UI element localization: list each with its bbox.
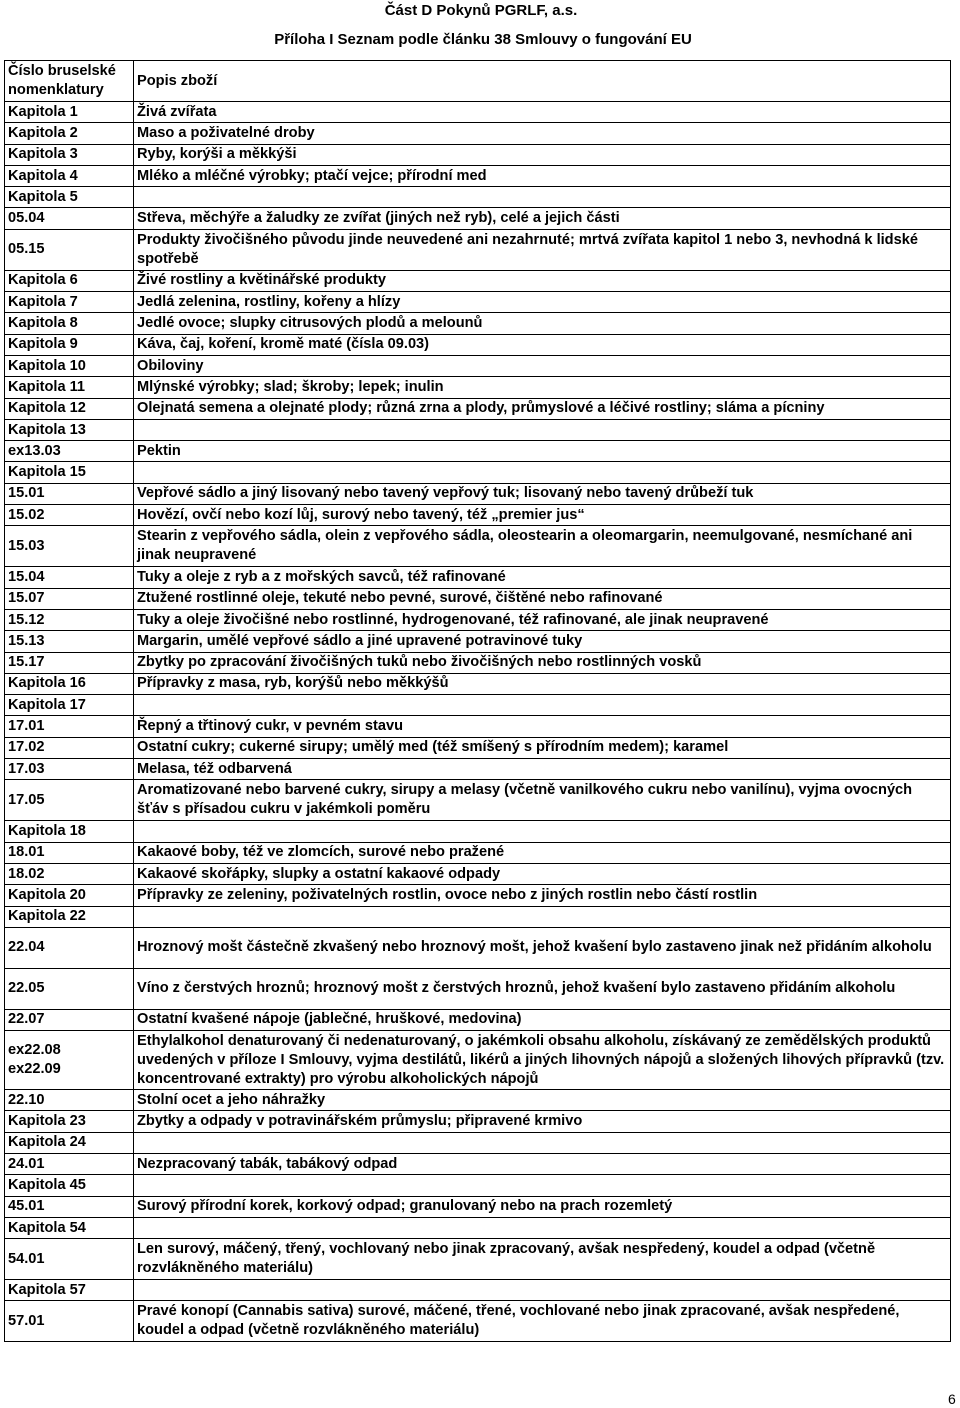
row-description: Melasa, též odbarvená <box>134 759 951 780</box>
table-row <box>5 1196 951 1217</box>
row-description: Přípravky ze zeleniny, poživatelných rostlin, ovoce nebo z jiných rostlin nebo částí rostlin <box>134 885 951 906</box>
row-code: Kapitola 1 <box>5 102 134 123</box>
table-row <box>5 780 951 821</box>
table-row <box>5 1090 951 1111</box>
table-row <box>5 863 951 884</box>
table-row <box>5 462 951 483</box>
row-code: 15.17 <box>5 652 134 673</box>
table-row <box>5 123 951 144</box>
row-description: Pektin <box>134 441 951 462</box>
row-code: Kapitola 24 <box>5 1132 134 1153</box>
row-description <box>134 1217 951 1238</box>
table-row <box>5 842 951 863</box>
document-title: Část D Pokynů PGRLF, a.s. <box>384 2 578 19</box>
row-description: Ztužené rostlinné oleje, tekuté nebo pevné, surové, čištěné nebo rafinované <box>134 588 951 609</box>
table-row <box>5 1031 951 1090</box>
row-description: Hroznový mošt částečně zkvašený nebo hroznový mošt, jehož kvašení bylo zastaveno jinak než přidáním alkoholu <box>134 927 951 968</box>
table-row <box>5 377 951 398</box>
table-row <box>5 906 951 927</box>
row-code: Kapitola 9 <box>5 334 134 355</box>
header-code: Číslo bruselské nomenklatury <box>5 61 134 102</box>
row-description: Střeva, měchýře a žaludky ze zvířat (jiných než ryb), celé a jejich části <box>134 208 951 229</box>
row-description: Vepřové sádlo a jiný lisovaný nebo tavený vepřový tuk; lisovaný nebo tavený drůbeží tuk <box>134 483 951 504</box>
row-code: 54.01 <box>5 1239 134 1280</box>
row-description: Ostatní cukry; cukerné sirupy; umělý med (též smíšený s přírodním medem); karamel <box>134 737 951 758</box>
table-row <box>5 631 951 652</box>
row-description: Živé rostliny a květinářské produkty <box>134 270 951 291</box>
table-row <box>5 102 951 123</box>
row-description: Produkty živočišného původu jinde neuvedené ani nezahrnuté; mrtvá zvířata kapitol 1 nebo 3, nevhodná k lidské spotřebě <box>134 229 951 270</box>
row-description: Živá zvířata <box>134 102 951 123</box>
row-code: Kapitola 3 <box>5 144 134 165</box>
row-description <box>134 419 951 440</box>
row-description: Obiloviny <box>134 355 951 376</box>
row-description: Ethylalkohol denaturovaný či nedenaturovaný, o jakémkoli obsahu alkoholu, získávaný ze zemědělských produktů uvedených v příloze I Smlouvy, vyjma destilátů, likérů a jiných lihovných nápojů a složených lihových přípravků (tzv. koncentrované extrakty) pro výrobu alkoholických nápojů <box>134 1031 951 1090</box>
row-description <box>134 1175 951 1196</box>
table-row <box>5 567 951 588</box>
row-code: 17.02 <box>5 737 134 758</box>
table-row <box>5 187 951 208</box>
row-code: Kapitola 15 <box>5 462 134 483</box>
table-row <box>5 483 951 504</box>
row-code: Kapitola 45 <box>5 1175 134 1196</box>
row-code: Kapitola 18 <box>5 821 134 842</box>
row-code: ex22.08 ex22.09 <box>5 1031 134 1090</box>
row-description: Zbytky a odpady v potravinářském průmyslu; připravené krmivo <box>134 1111 951 1132</box>
table-row <box>5 526 951 567</box>
row-description <box>134 187 951 208</box>
table-row <box>5 165 951 186</box>
table-row <box>5 968 951 1009</box>
row-code: ex13.03 <box>5 441 134 462</box>
goods-table-container <box>4 60 950 1342</box>
row-code: Kapitola 13 <box>5 419 134 440</box>
goods-table <box>4 60 951 1342</box>
table-row <box>5 716 951 737</box>
row-code: Kapitola 16 <box>5 673 134 694</box>
row-description: Stolní ocet a jeho náhražky <box>134 1090 951 1111</box>
row-code: 15.07 <box>5 588 134 609</box>
row-description <box>134 1132 951 1153</box>
row-description: Kakaové boby, též ve zlomcích, surové nebo pražené <box>134 842 951 863</box>
row-description: Kakaové skořápky, slupky a ostatní kakaové odpady <box>134 863 951 884</box>
row-code: 22.05 <box>5 968 134 1009</box>
row-description: Jedlá zelenina, rostliny, kořeny a hlízy <box>134 292 951 313</box>
row-code: Kapitola 10 <box>5 355 134 376</box>
row-description: Pravé konopí (Cannabis sativa) surové, máčené, třené, vochlované nebo jinak zpracované, avšak nespředené, koudel a odpad (včetně rozvlákněného materiálu) <box>134 1301 951 1342</box>
row-description: Len surový, máčený, třený, vochlovaný nebo jinak zpracovaný, avšak nespředený, koudel a odpad (včetně rozvlákněného materiálu) <box>134 1239 951 1280</box>
row-code: Kapitola 7 <box>5 292 134 313</box>
row-code: Kapitola 5 <box>5 187 134 208</box>
table-row <box>5 1153 951 1174</box>
row-code: 18.02 <box>5 863 134 884</box>
row-description: Víno z čerstvých hroznů; hroznový mošt z čerstvých hroznů, jehož kvašení bylo zastaveno přidáním alkoholu <box>134 968 951 1009</box>
table-row <box>5 652 951 673</box>
row-code: 15.03 <box>5 526 134 567</box>
row-code: Kapitola 22 <box>5 906 134 927</box>
row-code: Kapitola 57 <box>5 1280 134 1301</box>
row-description: Surový přírodní korek, korkový odpad; granulovaný nebo na prach rozemletý <box>134 1196 951 1217</box>
table-row <box>5 229 951 270</box>
row-description: Maso a poživatelné droby <box>134 123 951 144</box>
row-description <box>134 462 951 483</box>
table-row <box>5 695 951 716</box>
table-row <box>5 144 951 165</box>
table-row <box>5 737 951 758</box>
row-description: Hovězí, ovčí nebo kozí lůj, surový nebo tavený, též „premier jus“ <box>134 505 951 526</box>
row-description <box>134 821 951 842</box>
row-description: Káva, čaj, koření, kromě maté (čísla 09.03) <box>134 334 951 355</box>
table-row <box>5 609 951 630</box>
row-code: Kapitola 17 <box>5 695 134 716</box>
row-description <box>134 695 951 716</box>
row-description: Jedlé ovoce; slupky citrusových plodů a melounů <box>134 313 951 334</box>
row-code: 18.01 <box>5 842 134 863</box>
table-row <box>5 1301 951 1342</box>
row-description: Mléko a mléčné výrobky; ptačí vejce; přírodní med <box>134 165 951 186</box>
row-description: Tuky a oleje z ryb a z mořských savců, též rafinované <box>134 567 951 588</box>
table-row <box>5 759 951 780</box>
table-row <box>5 1175 951 1196</box>
row-code: 15.12 <box>5 609 134 630</box>
table-row <box>5 355 951 376</box>
row-code: 17.01 <box>5 716 134 737</box>
table-row <box>5 588 951 609</box>
row-code: Kapitola 8 <box>5 313 134 334</box>
row-code: Kapitola 6 <box>5 270 134 291</box>
table-row <box>5 927 951 968</box>
row-code: 05.15 <box>5 229 134 270</box>
row-code: Kapitola 2 <box>5 123 134 144</box>
table-row <box>5 885 951 906</box>
row-description: Stearin z vepřového sádla, olein z vepřového sádla, oleostearin a oleomargarin, neemulgované, nesmíchané ani jinak neupravené <box>134 526 951 567</box>
row-code: 05.04 <box>5 208 134 229</box>
row-description: Řepný a třtinový cukr, v pevném stavu <box>134 716 951 737</box>
row-description: Zbytky po zpracování živočišných tuků nebo živočišných nebo rostlinných vosků <box>134 652 951 673</box>
row-code: 22.07 <box>5 1009 134 1030</box>
table-row <box>5 292 951 313</box>
row-code: 17.05 <box>5 780 134 821</box>
table-header-row <box>5 61 951 102</box>
table-row <box>5 1217 951 1238</box>
row-code: 15.13 <box>5 631 134 652</box>
table-row <box>5 334 951 355</box>
table-row <box>5 1280 951 1301</box>
row-code: 17.03 <box>5 759 134 780</box>
row-code: Kapitola 12 <box>5 398 134 419</box>
row-code: Kapitola 11 <box>5 377 134 398</box>
row-code: 15.01 <box>5 483 134 504</box>
table-row <box>5 313 951 334</box>
row-code: 22.04 <box>5 927 134 968</box>
table-row <box>5 1111 951 1132</box>
row-code: 45.01 <box>5 1196 134 1217</box>
table-row <box>5 673 951 694</box>
row-description <box>134 1280 951 1301</box>
row-code: 15.04 <box>5 567 134 588</box>
table-row <box>5 441 951 462</box>
table-row <box>5 398 951 419</box>
document-subtitle: Příloha I Seznam podle článku 38 Smlouvy o fungování EU <box>274 31 692 48</box>
table-row <box>5 1009 951 1030</box>
row-code: Kapitola 23 <box>5 1111 134 1132</box>
row-description: Nezpracovaný tabák, tabákový odpad <box>134 1153 951 1174</box>
table-row <box>5 208 951 229</box>
row-code: Kapitola 54 <box>5 1217 134 1238</box>
row-description: Margarin, umělé vepřové sádlo a jiné upravené potravinové tuky <box>134 631 951 652</box>
row-description: Aromatizované nebo barvené cukry, sirupy a melasy (včetně vanilkového cukru nebo vanilínu), vyjma ovocných šťáv s přísadou cukru v jakémkoli poměru <box>134 780 951 821</box>
page-number: 6 <box>948 1391 956 1407</box>
row-description: Ryby, korýši a měkkýši <box>134 144 951 165</box>
table-row <box>5 419 951 440</box>
row-code: 15.02 <box>5 505 134 526</box>
row-code: 57.01 <box>5 1301 134 1342</box>
row-description <box>134 906 951 927</box>
table-body <box>5 102 951 1342</box>
row-code: 24.01 <box>5 1153 134 1174</box>
header-description: Popis zboží <box>134 61 951 102</box>
row-description: Tuky a oleje živočišné nebo rostlinné, hydrogenované, též rafinované, ale jinak neupravené <box>134 609 951 630</box>
row-description: Ostatní kvašené nápoje (jablečné, hruškové, medovina) <box>134 1009 951 1030</box>
table-row <box>5 821 951 842</box>
table-row <box>5 1132 951 1153</box>
row-code: 22.10 <box>5 1090 134 1111</box>
row-description: Přípravky z masa, ryb, korýšů nebo měkkýšů <box>134 673 951 694</box>
table-row <box>5 270 951 291</box>
table-row <box>5 505 951 526</box>
table-row <box>5 1239 951 1280</box>
row-description: Olejnatá semena a olejnaté plody; různá zrna a plody, průmyslové a léčivé rostliny; sláma a pícniny <box>134 398 951 419</box>
row-code: Kapitola 4 <box>5 165 134 186</box>
row-code: Kapitola 20 <box>5 885 134 906</box>
row-description: Mlýnské výrobky; slad; škroby; lepek; inulin <box>134 377 951 398</box>
